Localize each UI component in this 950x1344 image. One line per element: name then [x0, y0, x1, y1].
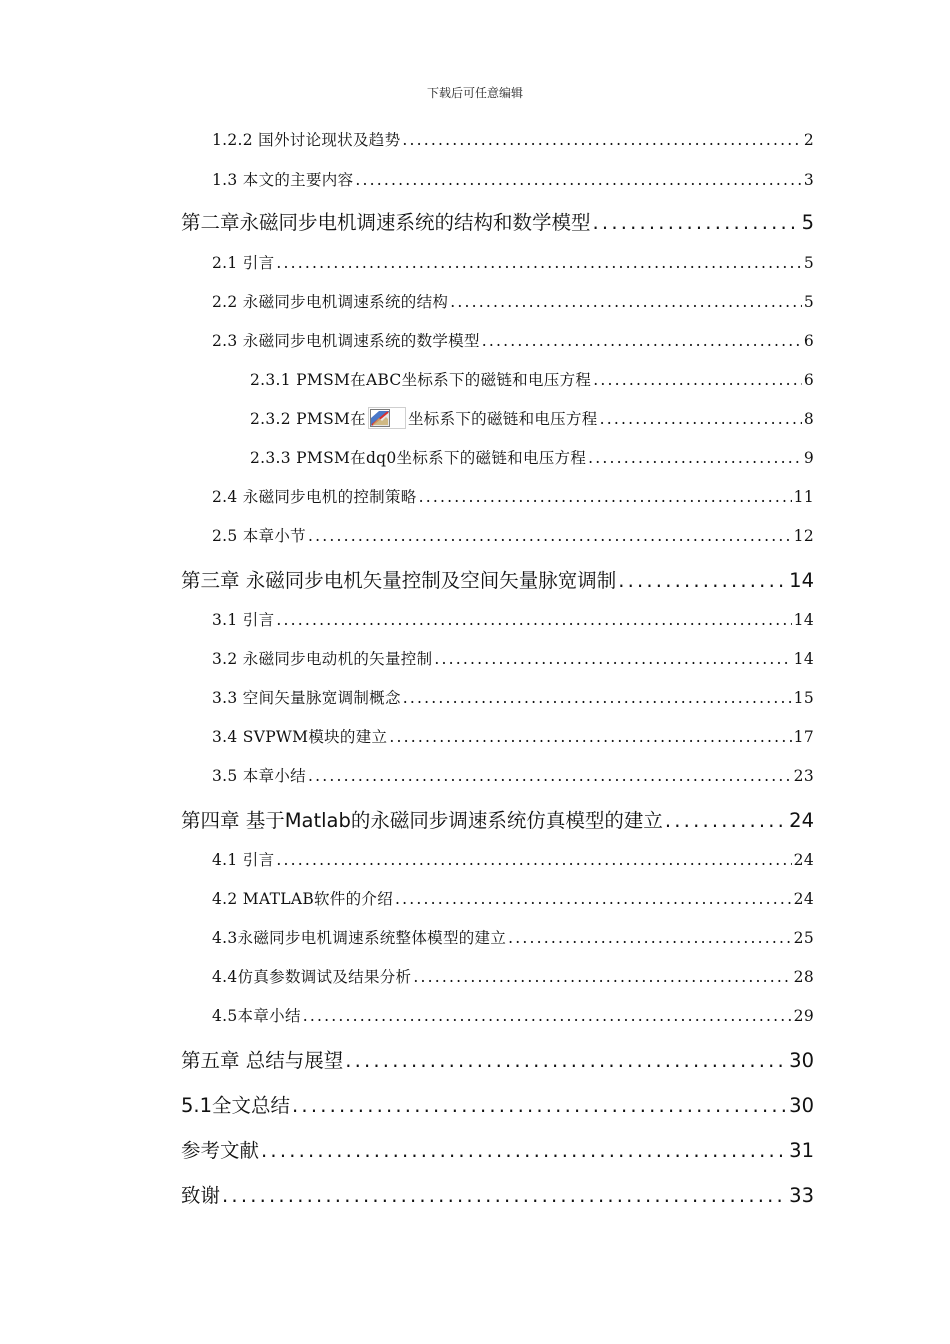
toc-entry-title: 2.2 永磁同步电机调速系统的结构 [212, 293, 449, 311]
toc-entry-title: 3.5 本章小结 [212, 767, 306, 785]
page-header: 下载后可任意编辑 [426, 86, 523, 100]
toc-entry-2-3-2[interactable] [250, 407, 814, 429]
toc-entry-title: 1.3 本文的主要内容 [212, 171, 354, 189]
toc-entry-page: 15 [793, 689, 814, 707]
toc-entry-2-3-1[interactable] [250, 368, 814, 390]
toc-leader [402, 131, 801, 149]
toc-entry-1-2-2[interactable] [212, 128, 814, 150]
toc-entry-page: 28 [793, 968, 814, 986]
toc-entry-page: 30 [789, 1049, 814, 1072]
toc-entry-2-4[interactable] [212, 485, 814, 507]
toc-entry-4-2[interactable] [212, 887, 814, 909]
toc-entry-title: 第四章 基于Matlab的永磁同步调速系统仿真模型的建立 [181, 809, 663, 832]
toc-leader [593, 371, 802, 389]
toc-leader [308, 767, 792, 785]
toc-entry-title: 2.1 引言 [212, 254, 275, 272]
toc-entry-page: 3 [803, 171, 814, 189]
toc-entry-title: 5.1全文总结 [181, 1094, 291, 1117]
toc-leader [618, 569, 787, 592]
toc-leader [403, 689, 792, 707]
toc-leader [434, 650, 791, 668]
toc-entry-page: 2 [803, 131, 814, 149]
toc-entry-page: 6 [803, 371, 814, 389]
toc-entry-title-before: 2.3.2 PMSM在 [250, 410, 366, 428]
toc-entry-title: 3.4 SVPWM模块的建立 [212, 728, 388, 746]
toc-entry-chapter-4[interactable] [181, 805, 814, 833]
toc-leader [308, 527, 792, 545]
toc-entry-title: 2.3.3 PMSM在dq0坐标系下的磁链和电压方程 [250, 449, 587, 467]
toc-entry-title: 第五章 总结与展望 [181, 1049, 344, 1072]
broken-image-icon [368, 407, 406, 429]
toc-entry-page: 29 [793, 1007, 814, 1025]
toc-entry-2-1[interactable] [212, 251, 814, 273]
toc-entry-page: 14 [789, 569, 814, 592]
toc-leader [292, 1094, 787, 1117]
toc-entry-title: 3.1 引言 [212, 611, 275, 629]
toc-entry-3-3[interactable] [212, 686, 814, 708]
toc-entry-page: 25 [793, 929, 814, 947]
toc-entry-title: 第三章 永磁同步电机矢量控制及空间矢量脉宽调制 [181, 569, 617, 592]
toc-entry-2-3[interactable] [212, 329, 814, 351]
toc-entry-title: 4.3永磁同步电机调速系统整体模型的建立 [212, 929, 507, 947]
toc-entry-2-5[interactable] [212, 524, 814, 546]
toc-leader [303, 1007, 792, 1025]
toc-entry-page: 33 [789, 1184, 814, 1207]
toc-entry-page: 24 [793, 890, 814, 908]
toc-entry-page: 24 [793, 851, 814, 869]
toc-entry-title: 第二章永磁同步电机调速系统的结构和数学模型 [181, 211, 591, 234]
toc-entry-title: 2.3 永磁同步电机调速系统的数学模型 [212, 332, 480, 350]
toc-entry-page: 31 [789, 1139, 814, 1162]
toc-entry-title: 致谢 [181, 1184, 221, 1207]
toc-entry-title: 1.2.2 国外讨论现状及趋势 [212, 131, 401, 149]
toc-leader [355, 171, 801, 189]
toc-entry-4-4[interactable] [212, 965, 814, 987]
toc-entry-chapter-3[interactable] [181, 565, 814, 593]
toc-entry-4-1[interactable] [212, 848, 814, 870]
toc-leader [665, 809, 787, 832]
toc-entry-chapter-5[interactable] [181, 1045, 814, 1073]
toc-entry-title: 2.3.1 PMSM在ABC坐标系下的磁链和电压方程 [250, 371, 592, 389]
toc-leader [345, 1049, 787, 1072]
toc-leader [593, 211, 800, 234]
toc-leader [600, 410, 802, 428]
toc-entry-3-5[interactable] [212, 764, 814, 786]
toc-entry-title: 4.2 MATLAB软件的介绍 [212, 890, 394, 908]
toc-leader [413, 968, 791, 986]
toc-entry-page: 6 [803, 332, 814, 350]
toc-entry-title: 4.4仿真参数调试及结果分析 [212, 968, 412, 986]
toc-leader [261, 1139, 787, 1162]
toc-entry-page: 8 [803, 410, 814, 428]
toc-entry-4-5[interactable] [212, 1004, 814, 1026]
toc-entry-page: 5 [803, 254, 814, 272]
toc-entry-page: 23 [793, 767, 814, 785]
toc-leader [508, 929, 792, 947]
toc-entry-chapter-2[interactable] [181, 207, 814, 235]
toc-entry-title [250, 407, 598, 429]
toc-entry-title: 参考文献 [181, 1139, 260, 1162]
toc-entry-page: 9 [803, 449, 814, 467]
toc-leader [395, 890, 792, 908]
toc-leader [482, 332, 802, 350]
toc-leader [276, 851, 791, 869]
toc-entry-acknowledgements[interactable] [181, 1180, 814, 1208]
toc-leader [419, 488, 792, 506]
toc-entry-1-3[interactable] [212, 168, 814, 190]
toc-entry-2-3-3[interactable] [250, 446, 814, 468]
toc-entry-title: 4.5本章小结 [212, 1007, 301, 1025]
toc-entry-page: 5 [803, 293, 814, 311]
toc-entry-page: 30 [789, 1094, 814, 1117]
toc-entry-4-3[interactable] [212, 926, 814, 948]
toc-entry-references[interactable] [181, 1135, 814, 1163]
toc-entry-page: 24 [789, 809, 814, 832]
toc-leader [222, 1184, 787, 1207]
toc-entry-page: 17 [793, 728, 814, 746]
toc-leader [276, 254, 801, 272]
toc-entry-3-4[interactable] [212, 725, 814, 747]
toc-entry-page: 12 [793, 527, 814, 545]
toc-entry-2-2[interactable] [212, 290, 814, 312]
toc-leader [276, 611, 791, 629]
toc-leader [450, 293, 802, 311]
toc-entry-title: 3.3 空间矢量脉宽调制概念 [212, 689, 401, 707]
toc-entry-title-after: 坐标系下的磁链和电压方程 [407, 410, 598, 428]
toc-entry-page: 14 [793, 611, 814, 629]
toc-entry-3-2[interactable] [212, 647, 814, 669]
toc-entry-page: 11 [793, 488, 814, 506]
toc-entry-title: 3.2 永磁同步电动机的矢量控制 [212, 650, 433, 668]
toc-entry-title: 2.4 永磁同步电机的控制策略 [212, 488, 417, 506]
toc-entry-title: 4.1 引言 [212, 851, 275, 869]
toc-entry-page: 14 [793, 650, 814, 668]
toc-entry-title: 2.5 本章小节 [212, 527, 306, 545]
toc-leader [389, 728, 791, 746]
toc-entry-page: 5 [801, 211, 814, 234]
toc-leader [588, 449, 802, 467]
toc-entry-3-1[interactable] [212, 608, 814, 630]
toc-entry-5-1[interactable] [181, 1090, 814, 1118]
